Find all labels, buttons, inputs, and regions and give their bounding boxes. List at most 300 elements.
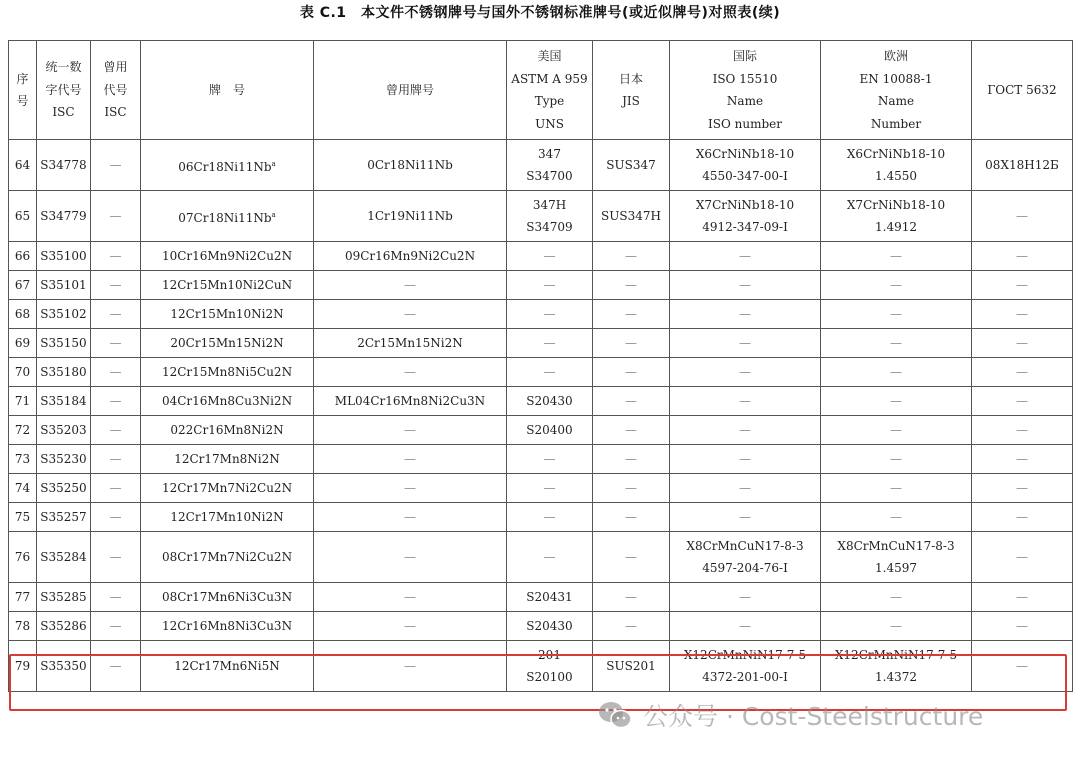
cell-line: X8CrMnCuN17-8-3 xyxy=(686,539,804,553)
cell-text: — xyxy=(625,394,637,408)
cell-line: — xyxy=(543,481,556,495)
cell-old-grade xyxy=(314,387,507,416)
cell-text: — xyxy=(625,249,637,263)
cell-line: X6CrNiNb18-10 xyxy=(846,147,946,161)
cell-eu xyxy=(821,358,972,387)
cell-old-isc xyxy=(91,242,141,271)
cell-line: — xyxy=(739,394,751,408)
cell-line: — xyxy=(890,452,902,466)
cell-text: — xyxy=(1016,365,1028,379)
cell-text: — xyxy=(625,590,637,604)
cell-isc xyxy=(37,140,91,191)
cell-iso xyxy=(670,387,821,416)
cell-line: — xyxy=(543,307,556,321)
cell-text: — xyxy=(1016,452,1028,466)
cell-old-isc xyxy=(91,503,141,532)
cell-text: — xyxy=(109,590,122,604)
cell-line: — xyxy=(739,619,751,633)
cell-line: — xyxy=(739,307,751,321)
cell-line: — xyxy=(739,423,751,437)
cell-gost xyxy=(972,532,1073,583)
cell-jp xyxy=(593,532,670,583)
header-seq: 序 号 xyxy=(9,41,37,140)
cell-text: — xyxy=(1016,550,1028,564)
cell-seq xyxy=(9,242,37,271)
cell-text: — xyxy=(109,550,122,564)
cell-gost xyxy=(972,387,1073,416)
cell-text: — xyxy=(1016,510,1028,524)
table-row xyxy=(9,387,1073,416)
cell-isc xyxy=(37,612,91,641)
cell-eu xyxy=(821,583,972,612)
cell-old-isc xyxy=(91,474,141,503)
cell-seq xyxy=(9,612,37,641)
cell-isc xyxy=(37,416,91,445)
cell-seq xyxy=(9,140,37,191)
cell-text: — xyxy=(404,590,416,604)
wechat-icon xyxy=(597,700,633,730)
cell-iso xyxy=(670,474,821,503)
cell-grade xyxy=(141,271,314,300)
cell-line: S20400 xyxy=(526,423,573,437)
header-grade: 牌 号 xyxy=(141,41,314,140)
cell-text: 12Cr17Mn7Ni2Cu2N xyxy=(161,481,293,495)
cell-line: — xyxy=(543,336,556,350)
cell-line: 4372-201-00-I xyxy=(702,670,788,684)
cell-text: 69 xyxy=(14,336,31,350)
cell-line: 347H xyxy=(532,198,567,212)
cell-text: — xyxy=(1016,394,1028,408)
cell-text: — xyxy=(625,365,637,379)
cell-line: 347 xyxy=(538,147,561,161)
cell-text: 66 xyxy=(14,249,31,263)
cell-text: S35203 xyxy=(40,423,87,437)
cell-text: 12Cr17Mn6Ni5N xyxy=(174,659,280,673)
cell-text: 12Cr17Mn10Ni2N xyxy=(170,510,284,524)
cell-text: — xyxy=(1016,336,1028,350)
cell-seq xyxy=(9,474,37,503)
cell-isc xyxy=(37,503,91,532)
cell-line: — xyxy=(890,619,902,633)
cell-jp xyxy=(593,191,670,242)
cell-gost xyxy=(972,300,1073,329)
cell-text: — xyxy=(1016,659,1028,673)
cell-isc xyxy=(37,358,91,387)
cell-grade xyxy=(141,300,314,329)
cell-line: S20430 xyxy=(526,394,573,408)
cell-text: 78 xyxy=(14,619,31,633)
cell-text: 08X18H12Б xyxy=(985,158,1059,172)
cell-jp xyxy=(593,271,670,300)
cell-iso xyxy=(670,300,821,329)
table-row xyxy=(9,532,1073,583)
cell-line: — xyxy=(890,365,902,379)
table-row xyxy=(9,271,1073,300)
cell-text: S35150 xyxy=(40,336,87,350)
cell-line: — xyxy=(739,278,751,292)
cell-text: 65 xyxy=(14,209,31,223)
cell-text: 12Cr15Mn10Ni2CuN xyxy=(161,278,293,292)
cell-line: 1.4912 xyxy=(875,220,917,234)
cell-old-isc xyxy=(91,140,141,191)
cell-line: — xyxy=(890,510,902,524)
cell-text: S35101 xyxy=(40,278,87,292)
cell-text: — xyxy=(625,481,637,495)
cell-jp xyxy=(593,329,670,358)
cell-line: — xyxy=(739,481,751,495)
cell-text: 68 xyxy=(14,307,31,321)
cell-grade xyxy=(141,387,314,416)
cell-line: — xyxy=(739,452,751,466)
cell-text: — xyxy=(404,619,416,633)
cell-eu xyxy=(821,532,972,583)
cell-usa xyxy=(507,474,593,503)
table-row xyxy=(9,583,1073,612)
cell-grade xyxy=(141,612,314,641)
cell-gost xyxy=(972,474,1073,503)
cell-seq xyxy=(9,445,37,474)
cell-gost xyxy=(972,612,1073,641)
cell-text: 71 xyxy=(14,394,31,408)
cell-isc xyxy=(37,474,91,503)
cell-text: — xyxy=(404,659,416,673)
cell-text: 07Cr18Ni11Nb xyxy=(178,210,272,225)
cell-text: — xyxy=(1016,278,1028,292)
table-row xyxy=(9,416,1073,445)
header-jp: 日本 JIS xyxy=(593,41,670,140)
cell-isc xyxy=(37,387,91,416)
cell-text: — xyxy=(404,510,416,524)
cell-line: — xyxy=(543,278,556,292)
header-isc: 统一数 字代号 ISC xyxy=(37,41,91,140)
cell-old-grade xyxy=(314,140,507,191)
cell-text: 12Cr17Mn8Ni2N xyxy=(174,452,280,466)
cell-iso xyxy=(670,191,821,242)
cell-usa xyxy=(507,583,593,612)
cell-gost xyxy=(972,358,1073,387)
cell-seq xyxy=(9,191,37,242)
cell-seq xyxy=(9,329,37,358)
cell-grade xyxy=(141,474,314,503)
cell-seq xyxy=(9,416,37,445)
cell-text: — xyxy=(109,452,122,466)
cell-iso xyxy=(670,271,821,300)
cell-text: — xyxy=(404,278,416,292)
cell-line: 1.4372 xyxy=(875,670,917,684)
cell-text: — xyxy=(625,307,637,321)
header-row xyxy=(9,41,1073,140)
cell-line: — xyxy=(890,278,902,292)
cell-gost xyxy=(972,503,1073,532)
cell-line: 1.4550 xyxy=(875,169,917,183)
cell-old-grade xyxy=(314,503,507,532)
cell-grade xyxy=(141,532,314,583)
table-row xyxy=(9,474,1073,503)
cell-text: S35250 xyxy=(40,481,87,495)
cell-line: X12CrMnNiN17-7-5 xyxy=(683,648,807,662)
cell-line: 201 xyxy=(538,648,561,662)
cell-usa xyxy=(507,503,593,532)
cell-seq xyxy=(9,300,37,329)
cell-line: — xyxy=(739,590,751,604)
cell-old-isc xyxy=(91,612,141,641)
cell-old-isc xyxy=(91,300,141,329)
header-usa: 美国 ASTM A 959 Type UNS xyxy=(507,41,593,140)
cell-jp xyxy=(593,242,670,271)
cell-isc xyxy=(37,445,91,474)
cell-eu xyxy=(821,416,972,445)
cell-text: — xyxy=(109,365,122,379)
table-row xyxy=(9,191,1073,242)
cell-text: 2Cr15Mn15Ni2N xyxy=(357,336,463,350)
cell-seq xyxy=(9,358,37,387)
cell-grade xyxy=(141,242,314,271)
cell-line: — xyxy=(890,423,902,437)
cell-eu xyxy=(821,503,972,532)
cell-jp xyxy=(593,583,670,612)
cell-text: 72 xyxy=(14,423,31,437)
cell-usa xyxy=(507,416,593,445)
cell-eu xyxy=(821,242,972,271)
cell-eu xyxy=(821,191,972,242)
cell-gost xyxy=(972,583,1073,612)
cell-line: 4912-347-09-I xyxy=(702,220,788,234)
cell-text: 67 xyxy=(14,278,31,292)
cell-text: 09Cr16Mn9Ni2Cu2N xyxy=(344,249,476,263)
table-row xyxy=(9,358,1073,387)
cell-text: S35184 xyxy=(40,394,87,408)
cell-text: 08Cr17Mn7Ni2Cu2N xyxy=(161,550,293,564)
cell-text: 1Cr19Ni11Nb xyxy=(367,209,453,223)
cell-iso xyxy=(670,503,821,532)
cell-line: — xyxy=(890,336,902,350)
cell-iso xyxy=(670,445,821,474)
cell-text: — xyxy=(1016,481,1028,495)
cell-text: — xyxy=(1016,619,1028,633)
cell-line: — xyxy=(890,394,902,408)
cell-text: — xyxy=(109,481,122,495)
cell-line: 1.4597 xyxy=(875,561,917,575)
cell-text: — xyxy=(625,550,637,564)
cell-seq xyxy=(9,271,37,300)
watermark-text: 公众号 · Cost-Steelstructure xyxy=(643,702,984,731)
cell-iso xyxy=(670,329,821,358)
table-row xyxy=(9,300,1073,329)
cell-text: 022Cr16Mn8Ni2N xyxy=(170,423,284,437)
cell-text: 64 xyxy=(14,158,31,172)
cell-usa xyxy=(507,445,593,474)
watermark xyxy=(597,697,983,733)
cell-line: — xyxy=(890,590,902,604)
cell-eu xyxy=(821,387,972,416)
cell-text: 10Cr16Mn9Ni2Cu2N xyxy=(161,249,293,263)
header-old-isc: 曾用 代号 ISC xyxy=(91,41,141,140)
cell-text: S35230 xyxy=(40,452,87,466)
cell-text: — xyxy=(404,423,416,437)
cell-text: — xyxy=(404,365,416,379)
table-body xyxy=(9,140,1073,692)
cell-iso xyxy=(670,532,821,583)
cell-text: — xyxy=(109,394,122,408)
cell-old-isc xyxy=(91,329,141,358)
cell-text: S35286 xyxy=(40,619,87,633)
cell-line: S34709 xyxy=(526,220,573,234)
cell-jp xyxy=(593,358,670,387)
cell-iso xyxy=(670,358,821,387)
cell-old-grade xyxy=(314,416,507,445)
cell-text: — xyxy=(1016,307,1028,321)
cell-text: 04Cr16Mn8Cu3Ni2N xyxy=(161,394,293,408)
cell-text: — xyxy=(625,278,637,292)
cell-text: SUS201 xyxy=(606,659,656,673)
cell-text: 74 xyxy=(14,481,31,495)
cell-text: ML04Cr16Mn8Ni2Cu3N xyxy=(334,394,486,408)
cell-line: S20430 xyxy=(526,619,573,633)
cell-text: S34779 xyxy=(40,209,87,223)
cell-text: — xyxy=(625,510,637,524)
cell-grade xyxy=(141,358,314,387)
cell-text: — xyxy=(109,209,122,223)
cell-old-isc xyxy=(91,387,141,416)
cell-old-grade xyxy=(314,329,507,358)
cell-text: — xyxy=(109,619,122,633)
header-iso: 国际 ISO 15510 Name ISO number xyxy=(670,41,821,140)
cell-text: — xyxy=(404,550,416,564)
cell-isc xyxy=(37,300,91,329)
cell-jp xyxy=(593,612,670,641)
cell-jp xyxy=(593,503,670,532)
cell-isc xyxy=(37,191,91,242)
cell-text: — xyxy=(1016,249,1028,263)
cell-line: — xyxy=(739,510,751,524)
footnote-marker: a xyxy=(271,159,276,168)
cell-iso xyxy=(670,242,821,271)
table-row xyxy=(9,140,1073,191)
cell-line: — xyxy=(890,249,902,263)
cell-old-grade xyxy=(314,583,507,612)
cell-text: — xyxy=(109,659,122,673)
cell-jp xyxy=(593,300,670,329)
cell-grade xyxy=(141,140,314,191)
cell-text: — xyxy=(1016,423,1028,437)
cell-line: X8CrMnCuN17-8-3 xyxy=(837,539,955,553)
table-row xyxy=(9,242,1073,271)
cell-old-grade xyxy=(314,358,507,387)
cell-line: — xyxy=(543,510,556,524)
cell-line: — xyxy=(890,481,902,495)
header-eu: 欧洲 EN 10088-1 Name Number xyxy=(821,41,972,140)
cell-text: S35257 xyxy=(40,510,87,524)
cell-grade xyxy=(141,583,314,612)
cell-gost xyxy=(972,242,1073,271)
cell-text: 0Cr18Ni11Nb xyxy=(367,158,453,172)
cell-isc xyxy=(37,583,91,612)
cell-text: — xyxy=(109,510,122,524)
cell-text: — xyxy=(109,278,122,292)
cell-old-grade xyxy=(314,445,507,474)
table-row xyxy=(9,612,1073,641)
cell-line: — xyxy=(739,365,751,379)
cell-gost xyxy=(972,271,1073,300)
cell-text: S35284 xyxy=(40,550,87,564)
cell-text: — xyxy=(625,619,637,633)
cell-iso xyxy=(670,416,821,445)
cell-text: — xyxy=(109,423,122,437)
cell-text: 06Cr18Ni11Nb xyxy=(178,159,272,174)
cell-line: X12CrMnNiN17-7-5 xyxy=(834,648,958,662)
header-gost: ГОСТ 5632 xyxy=(972,41,1073,140)
cell-text: 75 xyxy=(14,510,31,524)
cell-text: — xyxy=(1016,590,1028,604)
cell-text: — xyxy=(404,307,416,321)
cell-line: — xyxy=(543,452,556,466)
cell-old-isc xyxy=(91,583,141,612)
cell-grade xyxy=(141,445,314,474)
cell-usa xyxy=(507,612,593,641)
cell-seq xyxy=(9,387,37,416)
cell-old-grade xyxy=(314,300,507,329)
cell-old-grade xyxy=(314,474,507,503)
cell-text: — xyxy=(625,423,637,437)
cell-line: S34700 xyxy=(526,169,573,183)
table-title: 表 C.1 本文件不锈钢牌号与国外不锈钢标准牌号(或近似牌号)对照表(续) xyxy=(299,5,781,21)
cell-usa xyxy=(507,358,593,387)
table-row xyxy=(9,445,1073,474)
cell-jp xyxy=(593,140,670,191)
cell-seq xyxy=(9,532,37,583)
cell-eu xyxy=(821,329,972,358)
cell-text: — xyxy=(109,249,122,263)
table-row xyxy=(9,329,1073,358)
cell-old-isc xyxy=(91,416,141,445)
cell-isc xyxy=(37,532,91,583)
cell-seq xyxy=(9,583,37,612)
table-row xyxy=(9,503,1073,532)
cell-text: S34778 xyxy=(40,158,87,172)
cell-old-grade xyxy=(314,532,507,583)
cell-line: — xyxy=(543,249,556,263)
cell-iso xyxy=(670,612,821,641)
cell-text: — xyxy=(1016,209,1028,223)
cell-grade xyxy=(141,416,314,445)
cell-usa xyxy=(507,329,593,358)
cell-old-isc xyxy=(91,445,141,474)
cell-eu xyxy=(821,445,972,474)
cell-line: 4597-204-76-I xyxy=(702,561,788,575)
cell-old-isc xyxy=(91,271,141,300)
comparison-table xyxy=(8,40,1073,692)
cell-text: S35100 xyxy=(40,249,87,263)
cell-old-isc xyxy=(91,358,141,387)
cell-old-grade xyxy=(314,242,507,271)
header-old-grade: 曾用牌号 xyxy=(314,41,507,140)
cell-text: S35102 xyxy=(40,307,87,321)
cell-old-grade xyxy=(314,271,507,300)
cell-line: X7CrNiNb18-10 xyxy=(695,198,795,212)
cell-text: 73 xyxy=(14,452,31,466)
cell-jp xyxy=(593,416,670,445)
cell-text: S35180 xyxy=(40,365,87,379)
cell-gost xyxy=(972,445,1073,474)
cell-eu xyxy=(821,474,972,503)
cell-text: — xyxy=(109,336,122,350)
cell-text: 12Cr15Mn8Ni5Cu2N xyxy=(161,365,293,379)
cell-line: — xyxy=(543,365,556,379)
cell-eu xyxy=(821,300,972,329)
cell-text: — xyxy=(109,158,122,172)
cell-text: SUS347 xyxy=(606,158,656,172)
cell-iso xyxy=(670,583,821,612)
